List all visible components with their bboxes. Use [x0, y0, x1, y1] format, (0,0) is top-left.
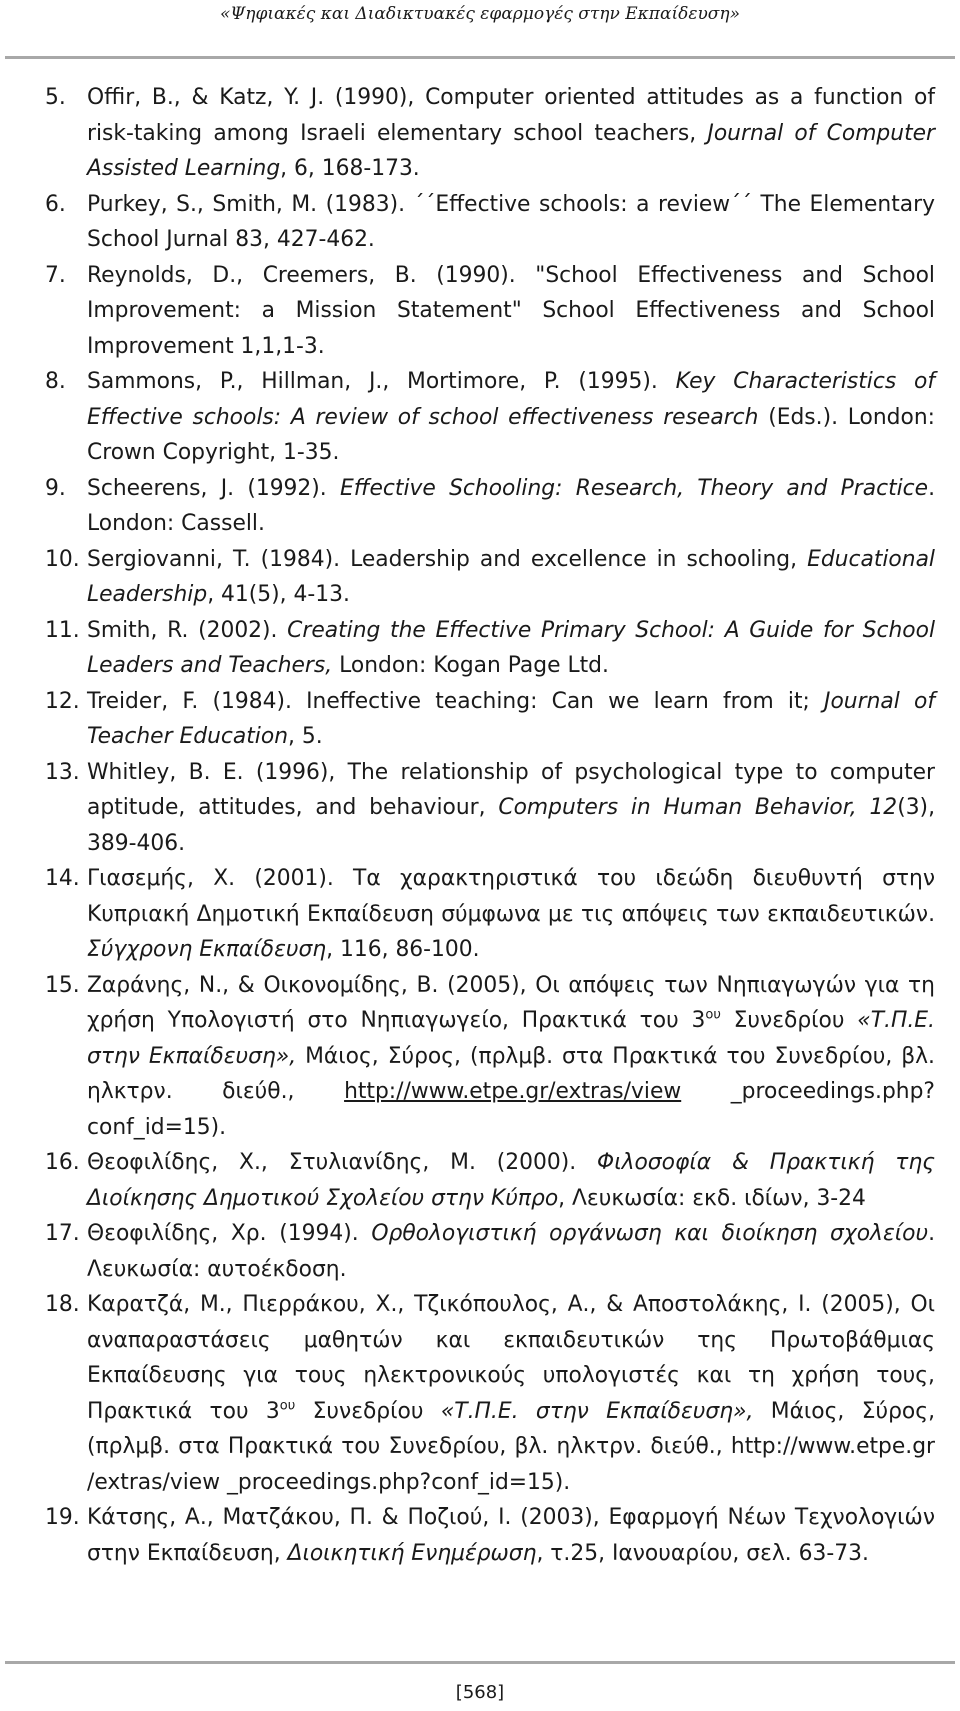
- reference-item: [0, 1500, 960, 1571]
- reference-text: Sergiovanni, T. (1984). Leadership and excellence in schooling,: [87, 546, 808, 572]
- reference-text: London: Kogan Page Ltd.: [332, 653, 609, 678]
- reference-item: [0, 187, 960, 258]
- reference-text: (Eds.). London: Crown Copyright, 1-35.: [87, 404, 935, 465]
- reference-text: , Λευκωσία: εκδ. ιδίων, 3-24: [558, 1185, 866, 1211]
- reference-text: Purkey, S., Smith, M. (1983). ΄΄Effective schools: a review΄΄ The Elementary School Jurnal 83, 427-462.: [87, 191, 935, 252]
- reference-text: . London: Cassell.: [87, 475, 936, 536]
- reference-title: Journal of Teacher Education: [87, 688, 935, 749]
- reference-number: 17.: [45, 1221, 80, 1246]
- reference-title: Διοικητική Ενημέρωση: [287, 1540, 537, 1566]
- reference-number: 13.: [45, 759, 80, 785]
- header-divider: [5, 56, 955, 59]
- reference-number: 19.: [45, 1505, 80, 1530]
- reference-item: [0, 258, 960, 365]
- reference-item: [0, 80, 960, 187]
- reference-text: Γιασεμής, Χ. (2001). Τα χαρακτηριστικά του ιδεώδη διευθυντή στην Κυπριακή Δημοτική Εκπαίδευση σύμφωνα με τις απόψεις των εκπαιδευτικών.: [87, 866, 935, 927]
- reference-link[interactable]: http://www.etpe.gr/extras/view: [344, 1079, 682, 1104]
- reference-text: Whitley, B. E. (1996), The relationship of psychological type to computer aptitude, attitudes, and behaviour,: [87, 759, 935, 820]
- reference-text: . Λευκωσία: αυτοέκδοση.: [87, 1221, 935, 1282]
- reference-list: [0, 80, 960, 1571]
- reference-title: Educational Leadership: [87, 546, 935, 607]
- reference-number: 16.: [45, 1150, 80, 1175]
- reference-number: 14.: [45, 866, 80, 891]
- reference-text: Μάιος, Σύρος, (πρλμβ. στα Πρακτικά του Συνεδρίου, βλ. ηλκτρν. διεύθ.,: [87, 1043, 935, 1104]
- reference-text: Μάιος, Σύρος, (πρλμβ. στα Πρακτικά του Συνεδρίου, βλ. ηλκτρν. διεύθ., http://www.etpe.gr /extras/view _proceedings.php?conf_id=15).: [87, 1398, 935, 1495]
- reference-number: 6.: [45, 191, 66, 217]
- reference-item: [0, 1216, 960, 1287]
- reference-item: [0, 684, 960, 755]
- reference-text: Scheerens, J. (1992).: [87, 475, 340, 501]
- reference-number: 18.: [45, 1292, 80, 1317]
- reference-title: «Τ.Π.Ε. στην Εκπαίδευση»,: [440, 1398, 754, 1424]
- reference-item: [0, 861, 960, 968]
- reference-text: Smith, R. (2002).: [87, 617, 288, 643]
- reference-text: Καρατζά, Μ., Πιερράκου, Χ., Τζικόπουλος, Α., & Αποστολάκης, Ι. (2005), Οι αναπαραστάσεις μαθητών και εκπαιδευτικών της Πρωτοβάθμιας Εκπαίδευσης για τους ηλεκτρονικούς υπολογιστές και τη χρήση τους, Πρακτικά του 3: [87, 1292, 935, 1424]
- reference-text: , 6, 168-173.: [280, 156, 420, 181]
- reference-text: Κάτσης, Α., Ματζάκου, Π. & Ποζιού, Ι. (2003), Εφαρμογή Νέων Τεχνολογιών στην Εκπαίδευση,: [87, 1505, 935, 1566]
- reference-text: Offir, B., & Katz, Y. J. (1990), Computer oriented attitudes as a function of risk-taking among Israeli elementary school teachers,: [87, 85, 935, 146]
- reference-title: Σύγχρονη Εκπαίδευση: [87, 937, 327, 962]
- reference-item: [0, 471, 960, 542]
- reference-item: [0, 755, 960, 862]
- reference-number: 12.: [45, 688, 80, 714]
- reference-text: (3), 389-406.: [87, 795, 935, 856]
- reference-number: 10.: [45, 546, 80, 572]
- reference-number: 9.: [45, 475, 66, 501]
- reference-text: Sammons, P., Hillman, J., Mortimore, P. (1995).: [87, 369, 676, 394]
- reference-item: [0, 364, 960, 471]
- reference-text: Θεοφιλίδης, Χρ. (1994).: [87, 1221, 372, 1246]
- reference-text: Ζαράνης, Ν., & Οικονομίδης, Β. (2005), Οι απόψεις των Νηπιαγωγών για τη χρήση Υπολογιστή στο Νηπιαγωγείο, Πρακτικά του 3: [87, 972, 935, 1033]
- reference-text: , τ.25, Ιανουαρίου, σελ. 63-73.: [536, 1540, 869, 1566]
- reference-title: «Τ.Π.Ε. στην Εκπαίδευση»,: [87, 1008, 935, 1069]
- reference-number: 5.: [45, 85, 66, 110]
- reference-text: Θεοφιλίδης, Χ., Στυλιανίδης, Μ. (2000).: [87, 1150, 598, 1175]
- reference-title: Key Characteristics of Effective schools: A review of school effectiveness research: [87, 369, 935, 430]
- reference-item: [0, 1145, 960, 1216]
- reference-text: _proceedings.php?conf_id=15).: [87, 1079, 936, 1140]
- reference-text: Reynolds, D., Creemers, B. (1990). "School Effectiveness and School Improvement: a Mission Statement" School Effectiveness and School Improvement 1,1,1-3.: [87, 262, 935, 359]
- reference-number: 11.: [45, 617, 80, 643]
- reference-text: Treider, F. (1984). Ineffective teaching: Can we learn from it;: [87, 688, 825, 714]
- reference-text: , 5.: [288, 724, 323, 749]
- reference-title: Effective Schooling: Research, Theory and Practice: [340, 475, 929, 501]
- reference-title: Computers in Human Behavior, 12: [498, 795, 898, 820]
- page-header: «Ψηφιακές και Διαδικτυακές εφαρμογές στην Εκπαίδευση»: [219, 4, 740, 24]
- page-number: [568]: [455, 1682, 505, 1703]
- reference-text: Συνεδρίου: [720, 1008, 858, 1033]
- reference-number: 8.: [45, 369, 66, 394]
- reference-title: Ορθολογιστική οργάνωση και διοίκηση σχολείου: [371, 1221, 929, 1246]
- reference-item: [0, 542, 960, 613]
- reference-title: Φιλοσοφία & Πρακτική της Διοίκησης Δημοτικού Σχολείου στην Κύπρο: [87, 1150, 936, 1211]
- reference-number: 7.: [45, 262, 66, 288]
- reference-item: [0, 968, 960, 1146]
- reference-number: 15.: [45, 972, 80, 998]
- footer-divider: [5, 1661, 955, 1664]
- ordinal-superscript: ου: [705, 1007, 721, 1023]
- reference-item: [0, 613, 960, 684]
- reference-item: [0, 1287, 960, 1500]
- reference-title: Creating the Effective Primary School: A Guide for School Leaders and Teachers,: [87, 617, 935, 678]
- reference-title: Journal of Computer Assisted Learning: [87, 120, 935, 181]
- reference-text: , 41(5), 4-13.: [207, 582, 350, 607]
- reference-text: , 116, 86-100.: [326, 937, 480, 962]
- reference-text: Συνεδρίου: [295, 1398, 441, 1424]
- ordinal-superscript: ου: [279, 1398, 296, 1414]
